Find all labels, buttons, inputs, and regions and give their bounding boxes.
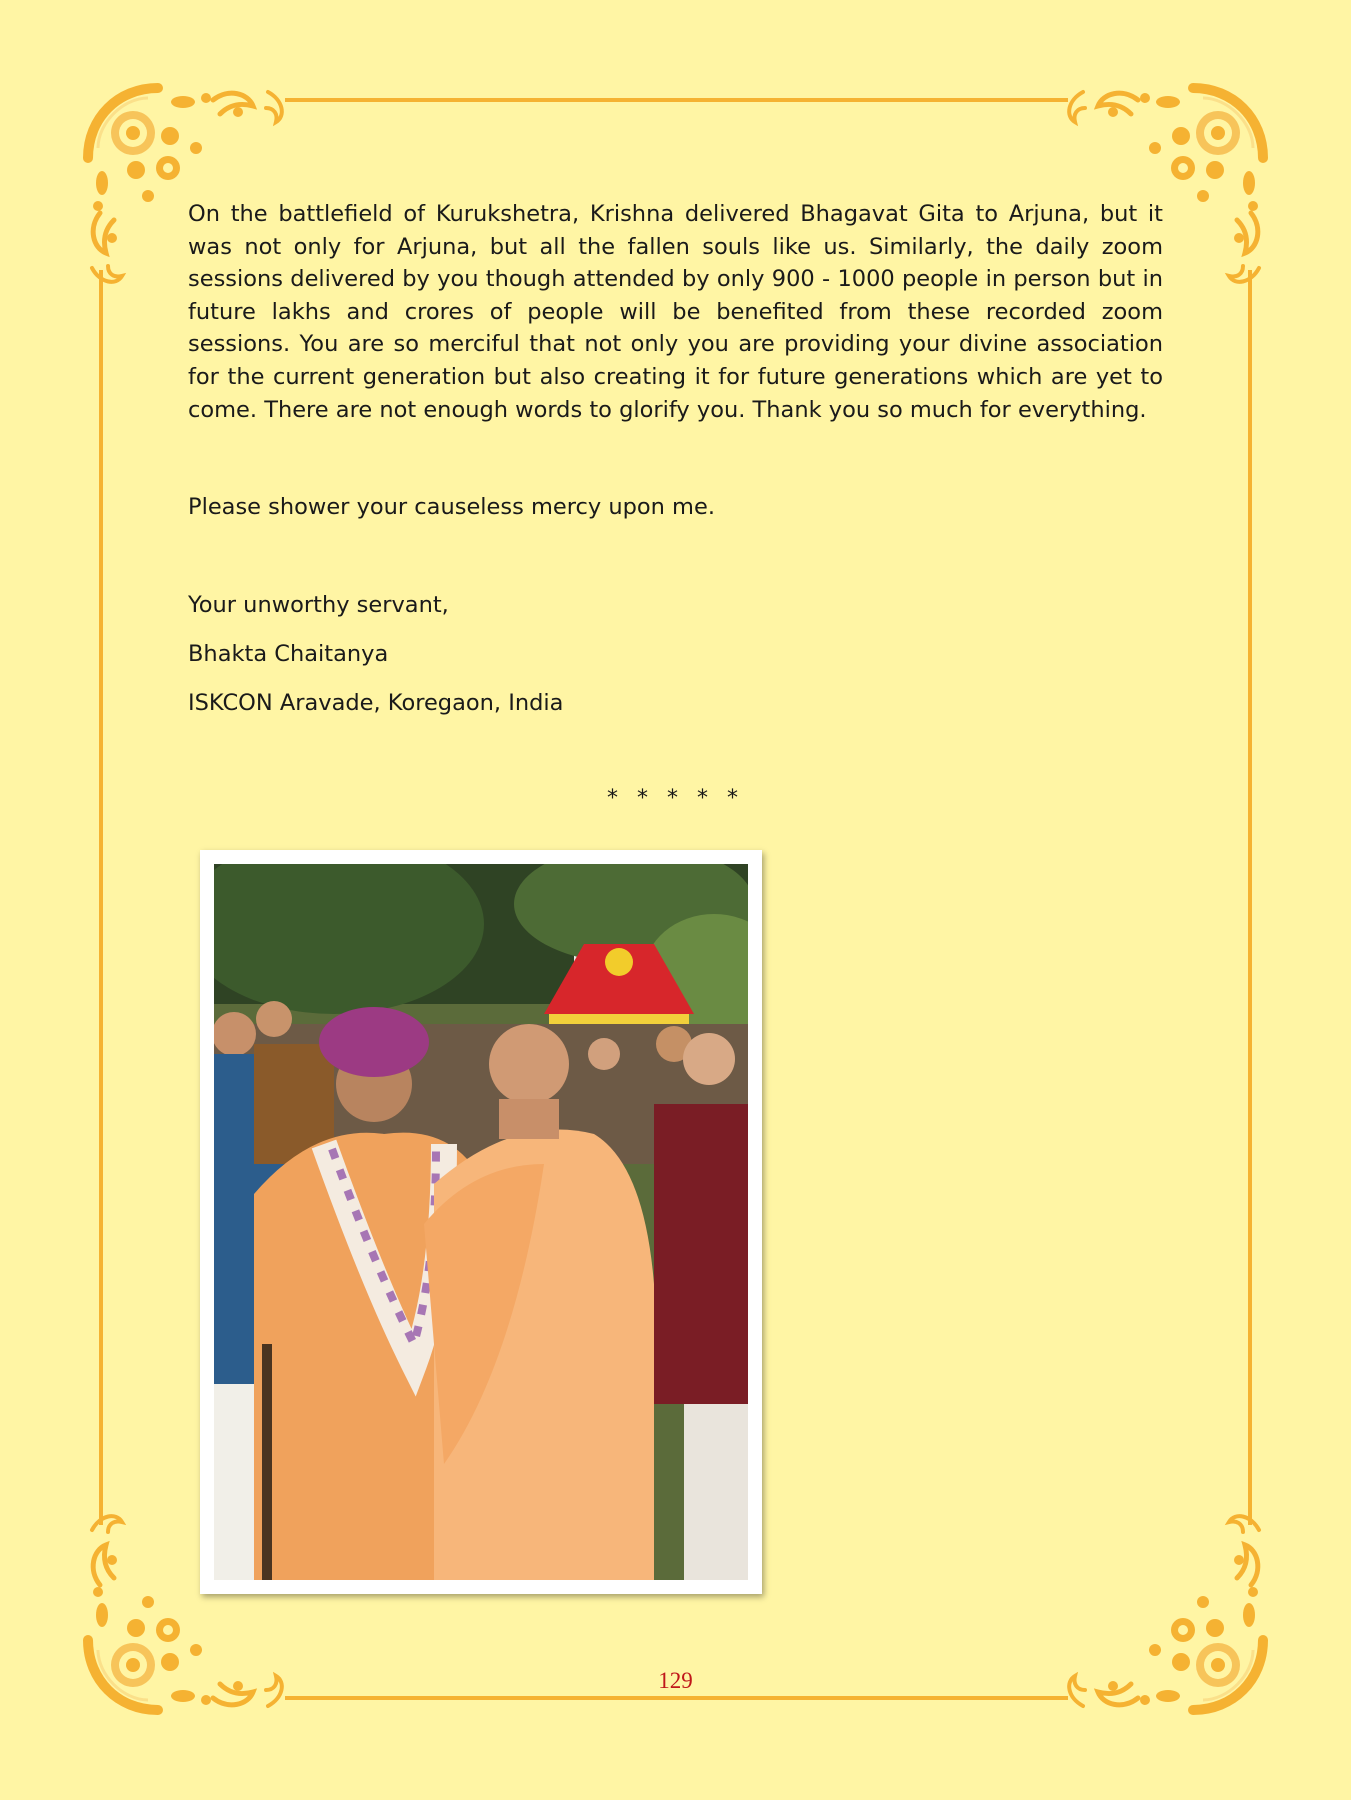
mercy-request: Please shower your causeless mercy upon me. xyxy=(188,494,715,520)
author-name: Bhakta Chaitanya xyxy=(188,641,389,667)
photo-frame xyxy=(200,850,762,1594)
author-location: ISKCON Aravade, Koregaon, India xyxy=(188,690,564,716)
procession-photo xyxy=(214,864,748,1580)
closing-line: Your unworthy servant, xyxy=(188,592,449,618)
section-separator: * * * * * xyxy=(607,786,744,811)
letter-paragraph: On the battlefield of Kurukshetra, Krishna delivered Bhagavat Gita to Arjuna, but it was not only for Arjuna, but all the fallen souls like us. Similarly, the daily zoom sessions delivered by you though attended by only 900 - 1000 people in person but in future lakhs and crores of people will be benefited from these recorded zoom sessions. You are so merciful that not only you are providing your divine association for the current generation but also creating it for future generations which are yet to come. There are not enough words to glorify you. Thank you so much for everything. xyxy=(188,201,1163,423)
page-number: 129 xyxy=(658,1668,693,1693)
